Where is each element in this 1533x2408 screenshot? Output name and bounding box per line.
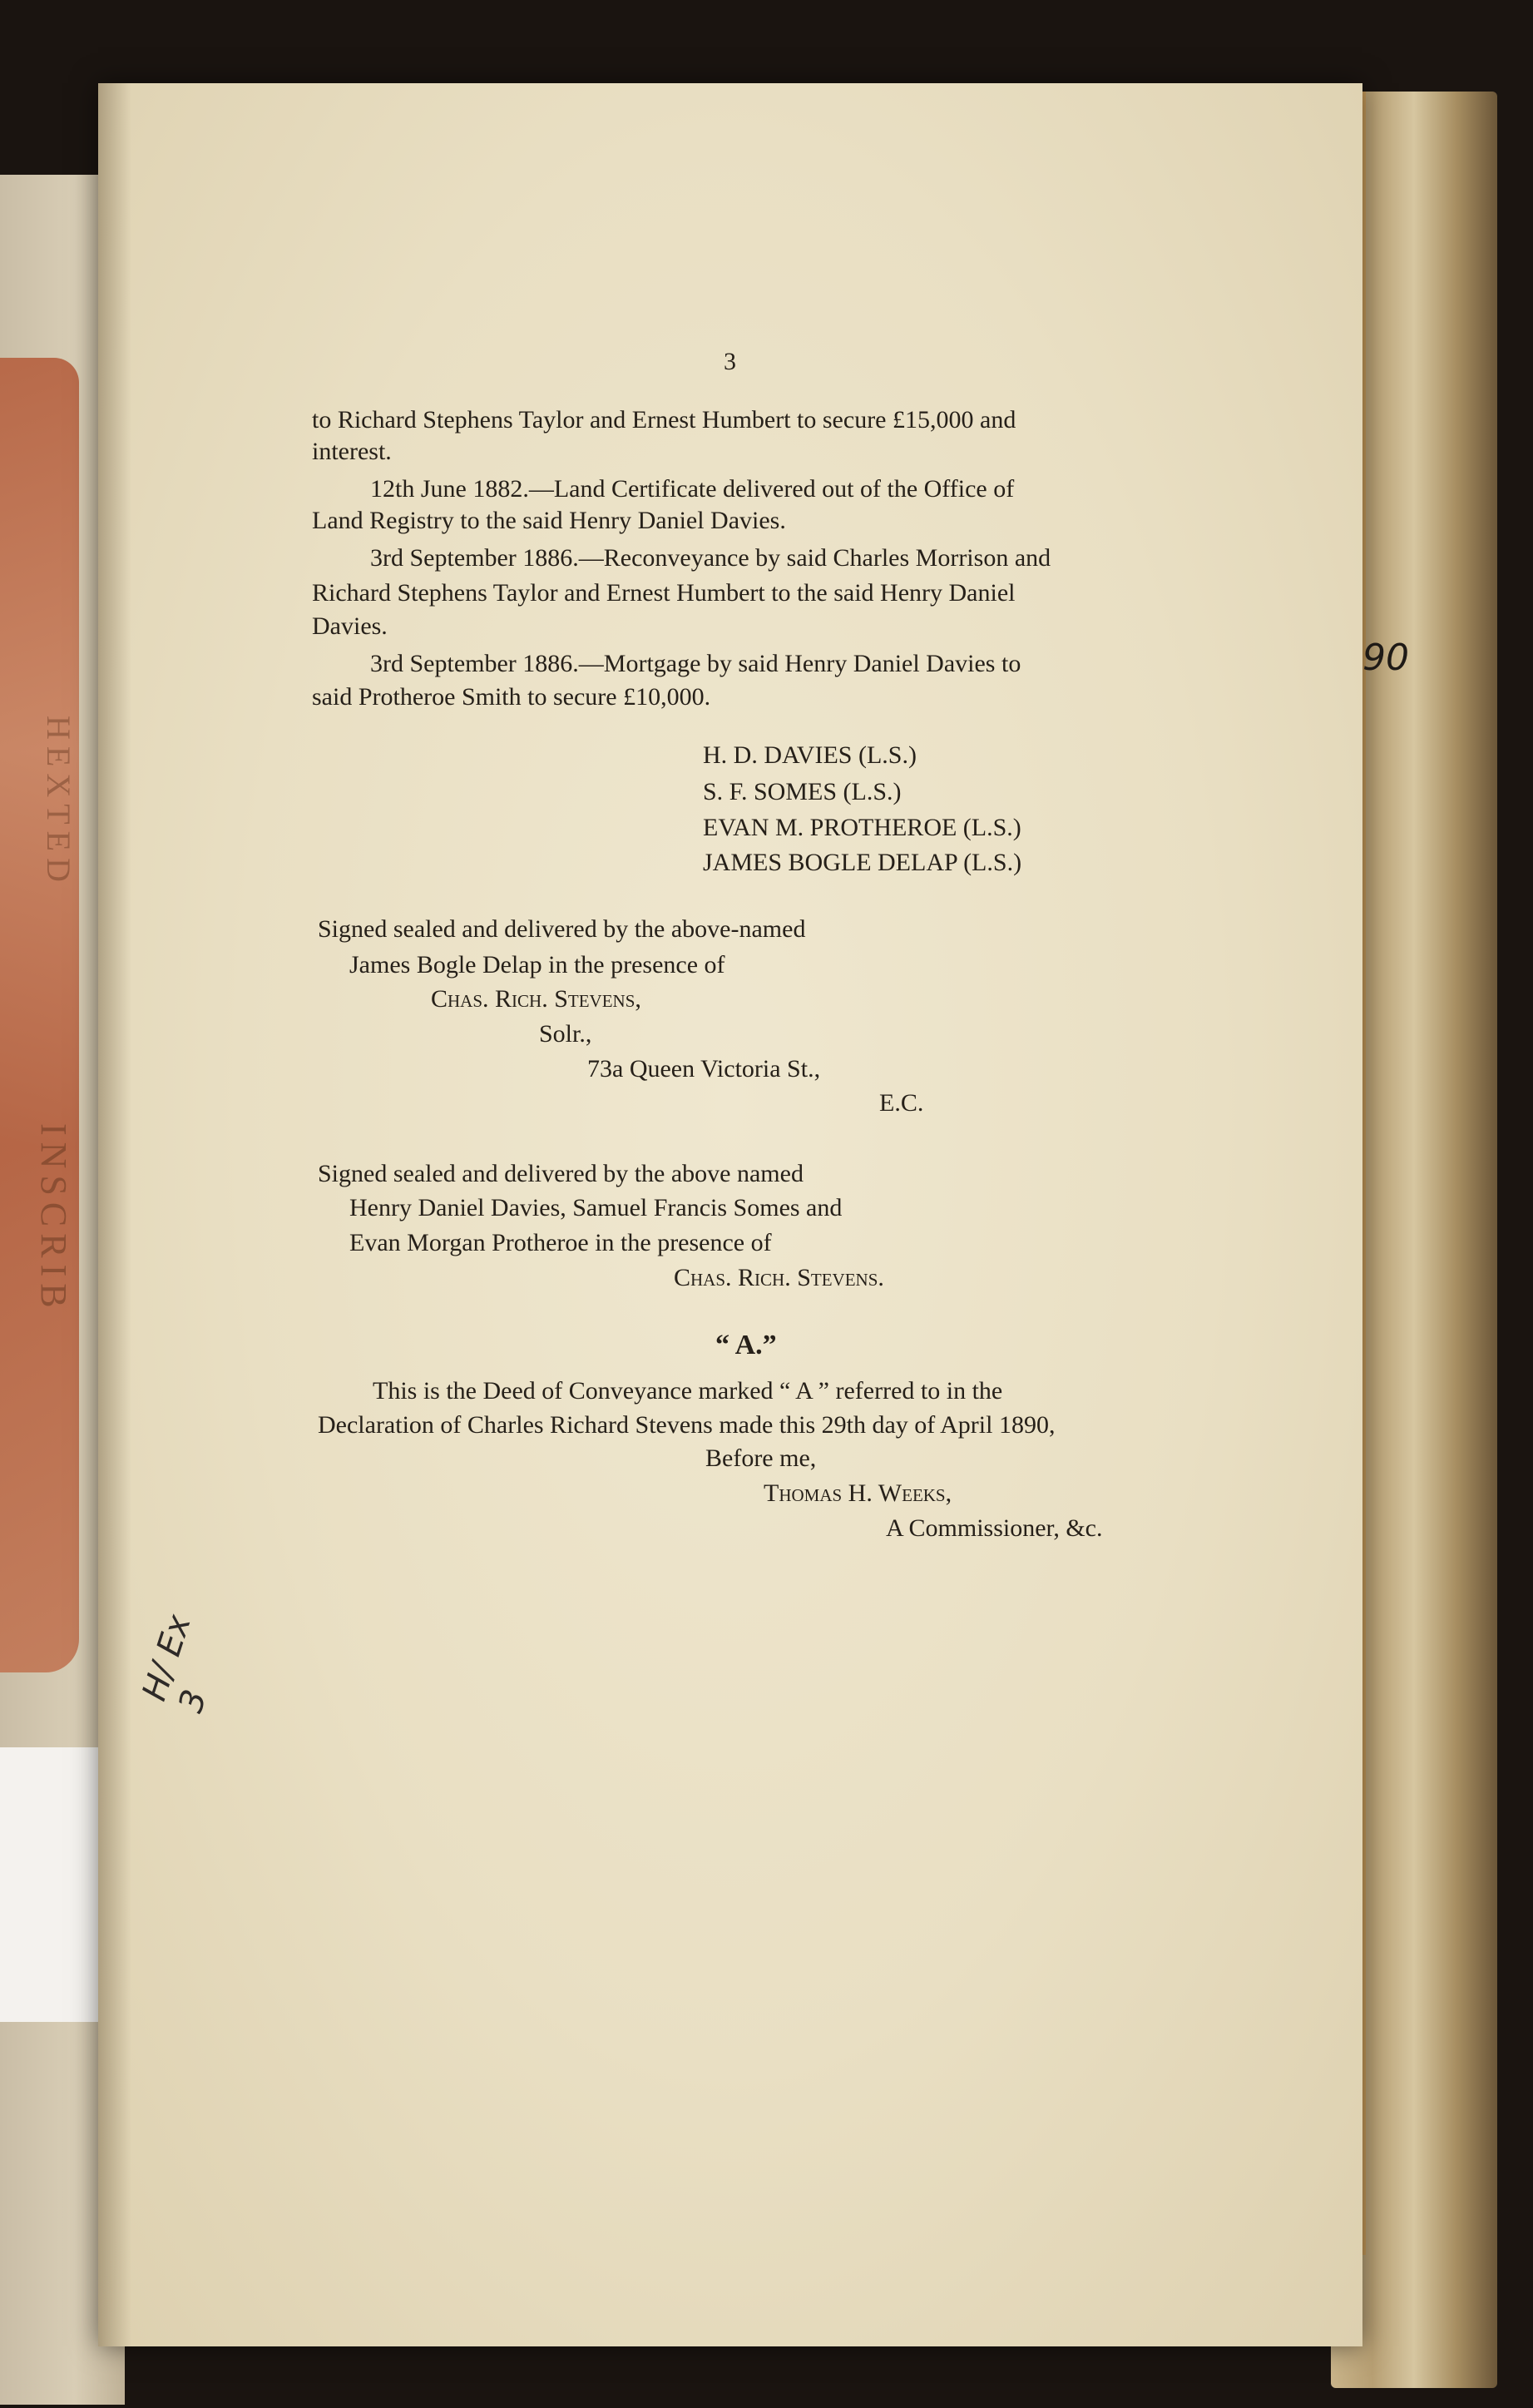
attestation-1-line-2: James Bogle Delap in the presence of: [349, 951, 725, 979]
signatory: H. D. DAVIES (L.S.): [703, 741, 917, 769]
exhibit-signatory-role: A Commissioner, &c.: [886, 1514, 1103, 1542]
attestation-2-line-1: Signed sealed and delivered by the above named: [318, 1160, 804, 1187]
signatory: JAMES BOGLE DELAP (L.S.): [703, 849, 1022, 876]
exhibit-signatory: Thomas H. Weeks,: [764, 1479, 952, 1507]
attestation-1-address: 73a Queen Victoria St.,: [587, 1055, 821, 1083]
exhibit-line-2: Declaration of Charles Richard Stevens made this 29th day of April 1890,: [318, 1411, 1056, 1439]
handwritten-annotation: H/ Ex 3: [135, 1610, 215, 1717]
page-number: 3: [724, 348, 736, 375]
paragraph-1-line-1: to Richard Stephens Taylor and Ernest Humbert to secure £15,000 and: [312, 406, 1016, 434]
exhibit-line-1: This is the Deed of Conveyance marked “ A ” referred to in the: [373, 1377, 1003, 1405]
left-page-fragment: HEXTED: [40, 716, 77, 889]
exhibit-mark: “ A.”: [715, 1330, 777, 1360]
signatory: S. F. SOMES (L.S.): [703, 778, 902, 805]
paragraph-2-line-2: Land Registry to the said Henry Daniel Davies.: [312, 507, 786, 534]
paragraph-2-line-1: 12th June 1882.—Land Certificate delivered out of the Office of: [370, 475, 1015, 503]
attestation-2-line-3: Evan Morgan Protheroe in the presence of: [349, 1229, 772, 1256]
paragraph-4-line-1: 3rd September 1886.—Mortgage by said Henry Daniel Davies to: [370, 650, 1021, 677]
left-page-fragment: INSCRIB: [33, 1123, 74, 1315]
paragraph-3-line-2: Richard Stephens Taylor and Ernest Humbert to the said Henry Daniel: [312, 579, 1016, 607]
attestation-2-witness: Chas. Rich. Stevens.: [674, 1264, 884, 1291]
attestation-1-address: E.C.: [879, 1089, 924, 1117]
signatory: EVAN M. PROTHEROE (L.S.): [703, 814, 1021, 841]
attestation-2-line-2: Henry Daniel Davies, Samuel Francis Somes and: [349, 1194, 843, 1221]
page-gutter-shadow: [98, 83, 131, 2346]
paragraph-3-line-3: Davies.: [312, 612, 388, 640]
paragraph-1-line-2: interest.: [312, 438, 392, 465]
attestation-1-line-1: Signed sealed and delivered by the above-named: [318, 915, 806, 943]
attestation-1-witness: Chas. Rich. Stevens,: [431, 985, 641, 1013]
paragraph-3-line-1: 3rd September 1886.—Reconveyance by said Charles Morrison and: [370, 544, 1051, 572]
attestation-1-witness-title: Solr.,: [539, 1020, 592, 1048]
exhibit-line-3: Before me,: [705, 1444, 817, 1472]
paragraph-4-line-2: said Protheroe Smith to secure £10,000.: [312, 683, 711, 711]
margin-handwritten-number: 90: [1362, 637, 1409, 679]
